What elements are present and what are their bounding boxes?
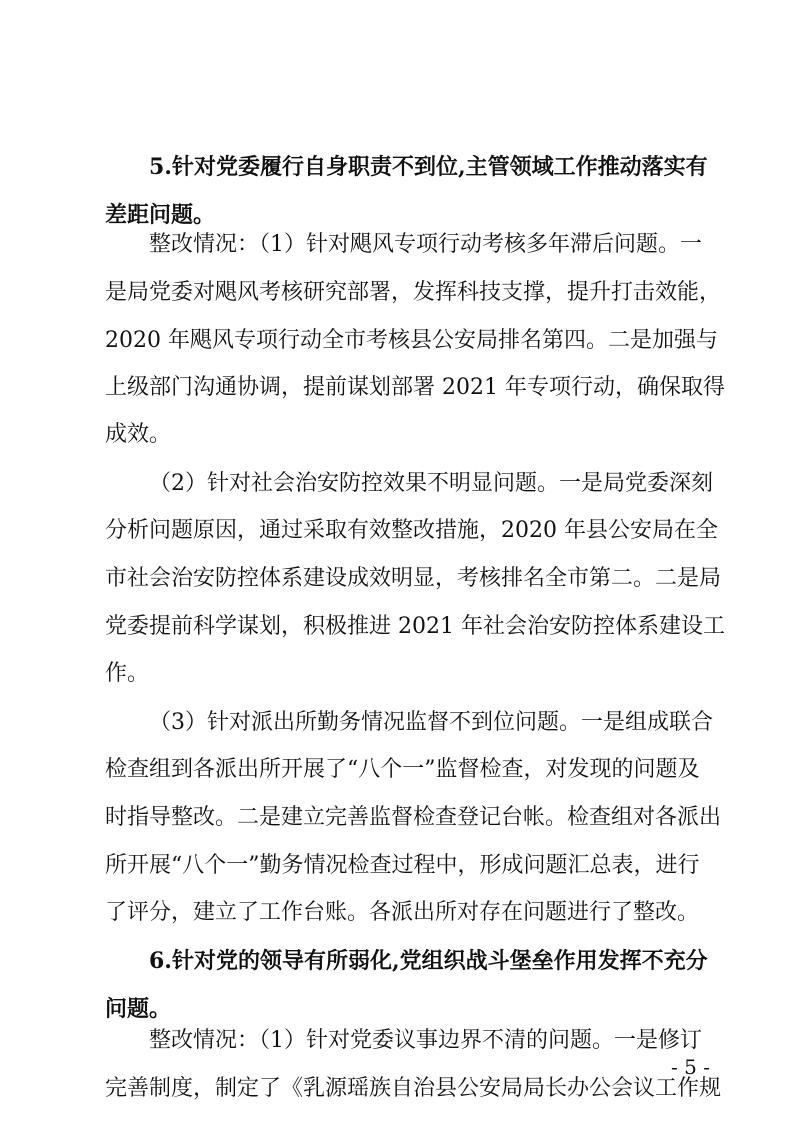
heading-6-line-2: 问题。 [105,996,172,1022]
paragraph-police-station-line-2: 检查组到各派出所开展了“八个一”监督检查，对发现的问题及 [105,757,700,782]
paragraph-police-station-line-1: （3）针对派出所勤务情况监督不到位问题。一是组成联合 [149,710,713,735]
paragraph-party-committee-line-2: 完善制度，制定了《乳源瑶族自治县公安局局长办公会议工作规 [105,1076,722,1101]
heading-5-line-1: 5.针对党委履行自身职责不到位,主管领域工作推动落实有 [149,154,708,180]
paragraph-social-security-line-3: 市社会治安防控体系建设成效明显，考核排名全市第二。二是局 [105,566,722,591]
paragraph-rectification-1-line-4: 上级部门沟通协调，提前谋划部署 2021 年专项行动，确保取得 [105,375,725,400]
paragraph-rectification-1-line-1: 整改情况：（1）针对飓风专项行动考核多年滞后问题。一 [149,232,702,257]
paragraph-rectification-1-line-2: 是局党委对飓风考核研究部署，发挥科技支撑，提升打击效能， [105,280,722,305]
paragraph-social-security-line-2: 分析问题原因，通过采取有效整改措施，2020 年县公安局在全 [105,518,718,543]
page-number: - 5 - [671,1055,710,1079]
paragraph-social-security-line-1: （2）针对社会治安防控效果不明显问题。一是局党委深刻 [149,471,713,496]
paragraph-party-committee-line-1: 整改情况：（1）针对党委议事边界不清的问题。一是修订 [149,1028,702,1053]
heading-5-line-2: 差距问题。 [105,202,216,228]
paragraph-police-station-line-5: 了评分，建立了工作台账。各派出所对存在问题进行了整改。 [105,900,700,925]
paragraph-social-security-line-4: 党委提前科学谋划，积极推进 2021 年社会治安防控体系建设工 [105,614,725,639]
paragraph-rectification-1-line-3: 2020 年飓风专项行动全市考核县公安局排名第四。二是加强与 [105,328,718,353]
paragraph-rectification-1-line-5: 成效。 [105,422,172,447]
heading-6-line-1: 6.针对党的领导有所弱化,党组织战斗堡垒作用发挥不充分 [149,948,708,974]
paragraph-police-station-line-4: 所开展“八个一”勤务情况检查过程中，形成问题汇总表，进行 [105,853,700,878]
paragraph-police-station-line-3: 时指导整改。二是建立完善监督检查登记台帐。检查组对各派出 [105,805,722,830]
paragraph-social-security-line-5: 作。 [105,661,150,686]
